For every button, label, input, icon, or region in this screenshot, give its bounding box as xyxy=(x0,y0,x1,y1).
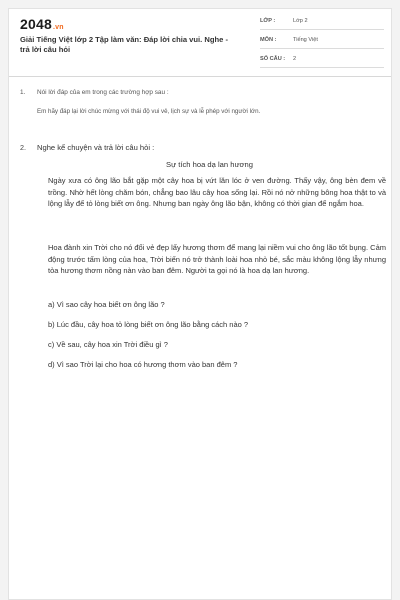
story-paragraph-1: Ngày xưa có ông lão bắt gặp một cây hoa bị vứt lăn lóc ở ven đường. Thấy vậy, ông bèn đem về trồng. Nhờ hết lòng chăm bón, chẳng bao lâu cây hoa sống lại. Rồi nó nở những bông hoa thật to và lộng lẫy để tỏ lòng biết ơn ông. Nhưng ban ngày ông lão bận, không có thời gian để ngắm hoa. xyxy=(48,176,386,209)
meta-row-subject xyxy=(260,36,384,49)
document-meta xyxy=(260,17,384,74)
question-1-text: Nói lời đáp của em trong các trường hợp sau : xyxy=(37,89,169,96)
story-paragraph-2: Hoa đành xin Trời cho nó đổi vẻ đẹp lấy hương thơm để mang lại niềm vui cho ông lão tốt bụng. Cảm động trước tấm lòng của hoa, Trời biến nó trở thành loài hoa nhỏ bé, sắc màu không lộng lẫy nhưng tỏa hương thơm nồng nàn vào ban đêm. Người ta gọi nó là hoa dạ lan hương. xyxy=(48,243,386,276)
meta-row-question-count xyxy=(260,55,384,68)
document-page xyxy=(8,8,392,600)
meta-label-subject: MÔN : xyxy=(260,37,277,43)
meta-value-subject: Tiếng Việt xyxy=(293,37,318,43)
question-1-number: 1. xyxy=(20,89,26,96)
question-1-instruction: Em hãy đáp lại lời chúc mừng với thái độ vui vẻ, lịch sự và lễ phép với người lớn. xyxy=(37,108,261,115)
meta-label-grade: LỚP : xyxy=(260,18,276,24)
sub-question-a: a) Vì sao cây hoa biết ơn ông lão ? xyxy=(48,300,165,309)
sub-question-d: d) Vì sao Trời lại cho hoa có hương thơm vào ban đêm ? xyxy=(48,360,238,369)
sub-question-b: b) Lúc đầu, cây hoa tỏ lòng biết ơn ông lão bằng cách nào ? xyxy=(48,320,249,329)
logo-main-text: 2048 xyxy=(20,16,52,32)
site-logo[interactable] xyxy=(20,16,64,32)
meta-value-question-count: 2 xyxy=(293,56,297,62)
meta-label-question-count: SỐ CÂU : xyxy=(260,56,286,62)
document-title: Giải Tiếng Việt lớp 2 Tập làm văn: Đáp lời chia vui. Nghe - trả lời câu hỏi xyxy=(20,35,229,54)
header-divider xyxy=(9,76,391,77)
meta-row-grade xyxy=(260,17,384,30)
question-2-number: 2. xyxy=(20,143,26,152)
meta-value-grade: Lớp 2 xyxy=(293,18,308,24)
document-header xyxy=(9,9,391,75)
question-2-text: Nghe kể chuyện và trả lời câu hỏi : xyxy=(37,143,155,152)
story-title: Sự tích hoa dạ lan hương xyxy=(166,160,253,169)
logo-suffix-text: .vn xyxy=(52,24,64,31)
sub-question-c: c) Về sau, cây hoa xin Trời điều gì ? xyxy=(48,340,168,349)
